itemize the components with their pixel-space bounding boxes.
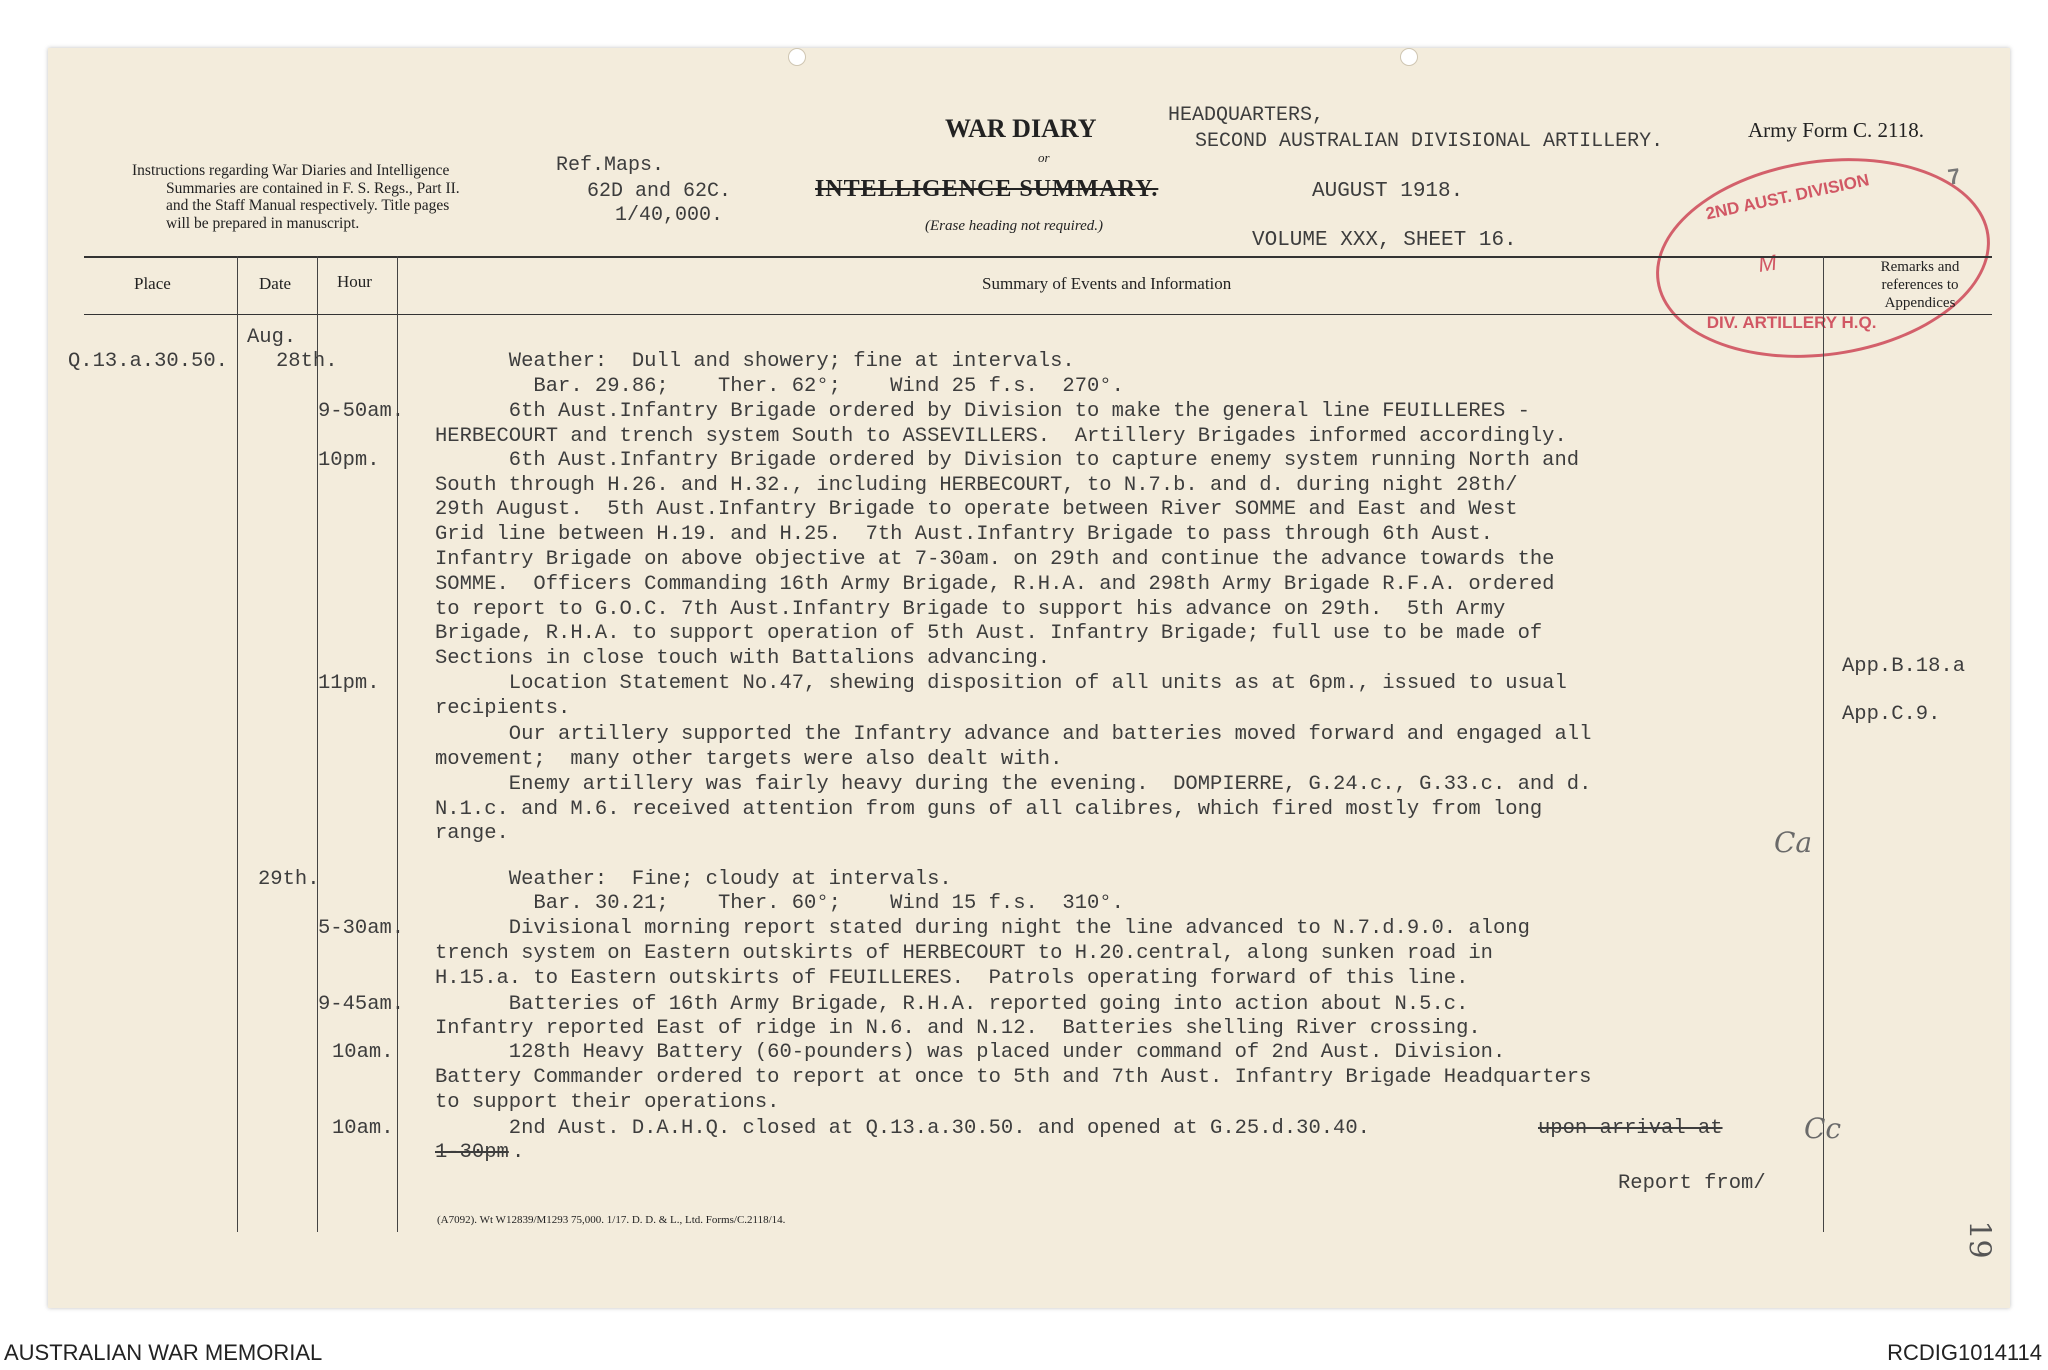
struck-text: upon arrival at [1538, 1117, 1723, 1140]
summary-line: Enemy artillery was fairly heavy during the evening. DOMPIERRE, G.24.c., G.33.c. and d. [435, 773, 1592, 796]
summary-line: HERBECOURT and trench system South to ASSEVILLERS. Artillery Brigades informed accordingly. [435, 425, 1567, 448]
war-diary-title: WAR DIARY [945, 114, 1097, 143]
footer-source: AUSTRALIAN WAR MEMORIAL [4, 1340, 323, 1365]
col-header-summary: Summary of Events and Information [982, 274, 1232, 293]
summary-line: 2nd Aust. D.A.H.Q. closed at Q.13.a.30.50. and opened at G.25.d.30.40. [435, 1117, 1370, 1140]
header-bottom-rule [84, 314, 1992, 315]
hour-entry: 10am. [332, 1041, 394, 1064]
instructions-line: Summaries are contained in F. S. Regs., Part II. [166, 179, 460, 197]
summary-line: Divisional morning report stated during night the line advanced to N.7.d.9.0. along [435, 917, 1530, 940]
month-year: AUGUST 1918. [1312, 180, 1464, 203]
summary-line: Battery Commander ordered to report at once to 5th and 7th Aust. Infantry Brigade Headquarters [435, 1066, 1592, 1089]
hour-entry: 11pm. [318, 672, 380, 695]
col-divider-place [237, 256, 238, 1232]
header-top-rule [84, 256, 1992, 258]
col-header-hour: Hour [337, 272, 372, 291]
hour-entry: 10am. [332, 1117, 394, 1140]
punch-hole [1400, 48, 1418, 66]
army-form-number: Army Form C. 2118. [1748, 118, 1924, 142]
summary-line: Bar. 29.86; Ther. 62°; Wind 25 f.s. 270°. [435, 375, 1124, 398]
hour-entry: 9-50am. [318, 400, 405, 423]
summary-line: . [512, 1141, 525, 1164]
appendix-reference: App.B.18.a [1842, 655, 1966, 678]
ref-maps-scale: 1/40,000. [615, 204, 724, 227]
summary-line: trench system on Eastern outskirts of HERBECOURT to H.20.central, along sunken road in [435, 942, 1493, 965]
summary-line: Bar. 30.21; Ther. 60°; Wind 15 f.s. 310°. [435, 892, 1124, 915]
date-28th: 28th. [276, 350, 338, 373]
summary-line: recipients. [435, 697, 571, 720]
date-29th: 29th. [258, 868, 320, 891]
col-header-date: Date [259, 274, 292, 293]
summary-line: 128th Heavy Battery (60-pounders) was placed under command of 2nd Aust. Division. [435, 1041, 1506, 1064]
hour-entry: 9-45am. [318, 993, 405, 1016]
summary-line: 29th August. 5th Aust.Infantry Brigade to operate between River SOMME and East and West [435, 498, 1518, 521]
instructions-line: Instructions regarding War Diaries and Intelligence [132, 162, 450, 179]
summary-line: Batteries of 16th Army Brigade, R.H.A. reported going into action about N.5.c. [435, 993, 1469, 1016]
hour-entry: 5-30am. [318, 917, 405, 940]
summary-line: movement; many other targets were also dealt with. [435, 748, 1063, 771]
handwritten-initials: Ca [1774, 826, 1813, 859]
summary-line: Sections in close touch with Battalions advancing. [435, 647, 1051, 670]
footer-id: RCDIG1014114 [1887, 1340, 2042, 1365]
instructions-line: will be prepared in manuscript. [166, 214, 360, 232]
stamp-bottom-text: DIV. ARTILLERY H.Q. [1706, 313, 1877, 333]
place-reference: Q.13.a.30.50. [68, 350, 228, 373]
unit-name-line1: HEADQUARTERS, [1168, 104, 1325, 127]
summary-line: H.15.a. to Eastern outskirts of FEUILLERES. Patrols operating forward of this line. [435, 967, 1469, 990]
col-header-remarks: Remarks and references to Appendices [1880, 259, 1960, 311]
summary-line: SOMME. Officers Commanding 16th Army Brigade, R.H.A. and 298th Army Brigade R.F.A. ordered [435, 573, 1555, 596]
printer-note: (A7092). Wt W12839/M1293 75,000. 1/17. D. D. & L., Ltd. Forms/C.2118/14. [437, 1214, 786, 1226]
summary-line: range. [435, 822, 509, 845]
ref-maps-sheets: 62D and 62C. [587, 180, 732, 203]
summary-line: Location Statement No.47, shewing disposition of all units as at 6pm., issued to usual [435, 672, 1567, 695]
stamp-top-text: 2ND AUST. DIVISION [1703, 170, 1871, 224]
summary-line: N.1.c. and M.6. received attention from guns of all calibres, which fired mostly from long [435, 798, 1543, 821]
page-number: 19 [1961, 1220, 1997, 1259]
summary-line: Weather: Dull and showery; fine at intervals. [435, 350, 1075, 373]
unit-name-line2: SECOND AUSTRALIAN DIVISIONAL ARTILLERY. [1195, 130, 1664, 153]
punch-hole [788, 48, 806, 66]
col-header-place: Place [134, 274, 171, 293]
date-month: Aug. [247, 326, 297, 349]
summary-line: Our artillery supported the Infantry advance and batteries moved forward and engaged all [435, 723, 1592, 746]
stamp-mark: M [1756, 249, 1779, 277]
summary-line: to report to G.O.C. 7th Aust.Infantry Brigade to support his advance on 29th. 5th Army [435, 598, 1506, 621]
ref-maps-label: Ref.Maps. [556, 154, 665, 177]
summary-line: South through H.26. and H.32., including HERBECOURT, to N.7.b. and d. during night 28th/ [435, 474, 1518, 497]
continued-note: Report from/ [1618, 1172, 1766, 1195]
summary-line: to support their operations. [435, 1091, 780, 1114]
summary-line: Infantry Brigade on above objective at 7-30am. on 29th and continue the advance towards the [435, 548, 1555, 571]
handwritten-initials: Cc [1804, 1112, 1842, 1145]
or-word: or [1038, 150, 1050, 165]
summary-line: Grid line between H.19. and H.25. 7th Aust.Infantry Brigade to pass through 6th Aust. [435, 523, 1493, 546]
erase-note: (Erase heading not required.) [925, 218, 1104, 234]
instructions-block [132, 162, 460, 232]
appendix-reference: App.C.9. [1842, 703, 1941, 726]
intelligence-summary-title: INTELLIGENCE SUMMARY. [815, 176, 1159, 202]
summary-line: 6th Aust.Infantry Brigade ordered by Division to capture enemy system running North and [435, 449, 1580, 472]
struck-text: 1-30pm [435, 1141, 509, 1164]
summary-line: Infantry reported East of ridge in N.6. and N.12. Batteries shelling River crossing. [435, 1017, 1481, 1040]
hour-entry: 10pm. [318, 449, 380, 472]
summary-line: 6th Aust.Infantry Brigade ordered by Division to make the general line FEUILLERES - [435, 400, 1530, 423]
summary-line: Weather: Fine; cloudy at intervals. [435, 868, 952, 891]
col-divider-summary [1823, 256, 1824, 1232]
instructions-line: and the Staff Manual respectively. Title pages [166, 197, 450, 214]
stamp-number: 7 [1946, 163, 1962, 190]
volume-sheet: VOLUME XXX, SHEET 16. [1252, 229, 1517, 252]
summary-line: Brigade, R.H.A. to support operation of 5th Aust. Infantry Brigade; full use to be made of [435, 622, 1543, 645]
